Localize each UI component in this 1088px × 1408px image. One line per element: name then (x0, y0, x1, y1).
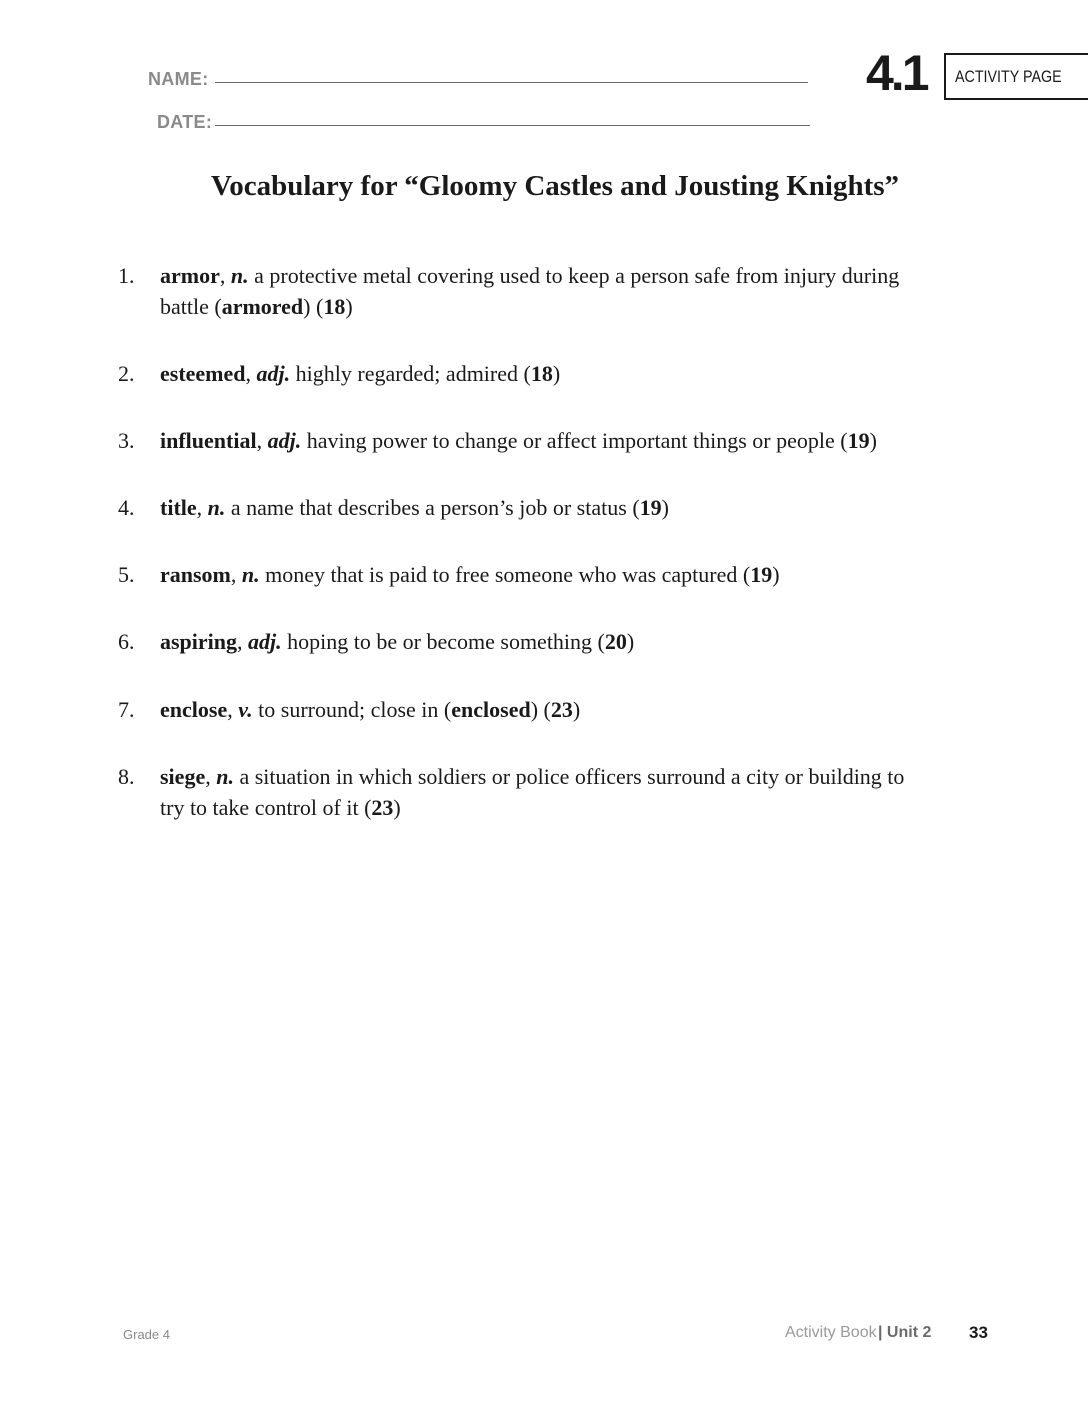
page-reference: 18 (530, 361, 553, 386)
date-line (215, 125, 810, 126)
activity-page-badge (944, 53, 1088, 100)
definition-text: a name that describes a person’s job or status (230, 495, 627, 520)
footer-page-number: 33 (969, 1323, 988, 1342)
definition-text: a situation in which soldiers or police officers surround a city or building to (239, 764, 905, 789)
page-reference: 23 (550, 697, 573, 722)
page-reference: 19 (750, 562, 773, 587)
definition-text: try to take control of it (160, 795, 359, 820)
definition-text: highly regarded; admired (295, 361, 519, 386)
part-of-speech: n. (216, 764, 234, 789)
name-label: NAME: (148, 69, 209, 89)
date-label: DATE: (157, 112, 213, 132)
entry-text: armor, n. a protective metal covering used to keep a person safe from injury during battle (armored) (18) (160, 263, 900, 319)
vocab-word: enclose (160, 697, 228, 722)
page-reference: 18 (323, 294, 346, 319)
part-of-speech: adj. (248, 629, 282, 654)
entry-text: esteemed, adj. highly regarded; admired (18) (160, 361, 561, 386)
item-number: 1. (118, 263, 135, 288)
activity-page-label: ACTIVITY PAGE (955, 67, 1062, 86)
vocab-word: title (160, 495, 197, 520)
vocab-word: influential (160, 428, 257, 453)
entry-text: aspiring, adj. hoping to be or become something (20) (160, 629, 635, 654)
item-number: 4. (118, 495, 135, 520)
item-number: 2. (118, 361, 135, 386)
item-number: 7. (118, 697, 135, 722)
entry-text: ransom, n. money that is paid to free someone who was captured (19) (160, 562, 780, 587)
part-of-speech: n. (241, 562, 260, 587)
name-line (215, 82, 808, 83)
definition-text: a protective metal covering used to keep a person safe from injury during (254, 263, 900, 288)
page-reference: 19 (847, 428, 870, 453)
part-of-speech: n. (207, 495, 226, 520)
page-title: Vocabulary for “Gloomy Castles and Jousting Knights” (210, 170, 900, 202)
entry-text: influential, adj. having power to change or affect important things or people (19) (160, 428, 877, 453)
item-number: 5. (118, 562, 135, 587)
footer-book-title: Activity Book (785, 1324, 877, 1341)
word-variant: armored (221, 294, 304, 319)
definition-text: money that is paid to free someone who was captured (265, 562, 738, 587)
lesson-number: 4.1 (866, 45, 927, 101)
page-reference: 23 (371, 795, 394, 820)
page-reference: 20 (604, 629, 627, 654)
item-number: 8. (118, 764, 135, 789)
part-of-speech: v. (238, 697, 253, 722)
vocab-word: ransom (160, 562, 231, 587)
item-number: 6. (118, 629, 135, 654)
footer-unit: | Unit 2 (878, 1324, 932, 1341)
vocab-word: armor (160, 263, 220, 288)
item-number: 3. (118, 428, 135, 453)
entry-text: title, n. a name that describes a person’s job or status (19) (160, 495, 669, 520)
page-reference: 19 (639, 495, 662, 520)
part-of-speech: adj. (267, 428, 302, 453)
entry-text: siege, n. a situation in which soldiers or police officers surround a city or building to try to take control of it (23) (160, 764, 905, 820)
vocab-word: aspiring (160, 629, 238, 654)
vocab-word: esteemed (160, 361, 246, 386)
part-of-speech: n. (230, 263, 249, 288)
definition-text: hoping to be or become something (287, 629, 593, 654)
definition-text: having power to change or affect important things or people (306, 428, 835, 453)
footer-grade: Grade 4 (123, 1327, 170, 1342)
entry-text: enclose, v. to surround; close in (enclosed) (23) (160, 697, 581, 722)
definition-text: to surround; close in (258, 697, 439, 722)
definition-text: battle (160, 294, 209, 319)
part-of-speech: adj. (256, 361, 291, 386)
word-variant: enclosed (451, 697, 531, 722)
vocab-word: siege (160, 764, 206, 789)
